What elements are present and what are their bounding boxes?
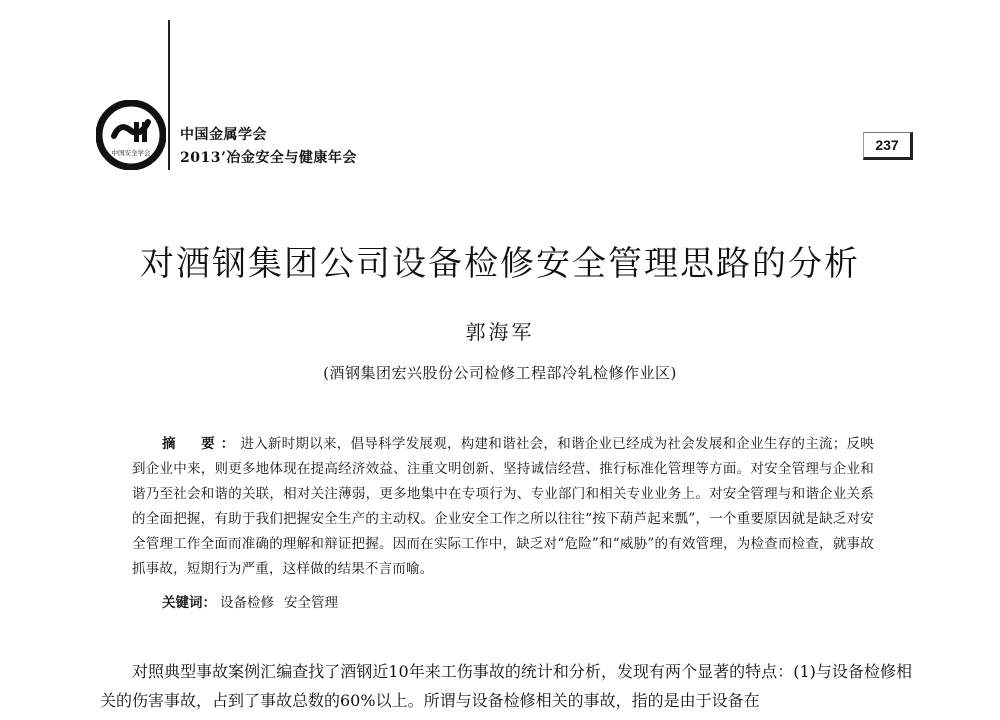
abstract-text: 进入新时期以来，倡导科学发展观，构建和谐社会，和谐企业已经成为社会发展和企业生存的主流；反映到企业中来，则更多地体现在提高经济效益、注重文明创新、坚持诚信经营、推行标准化管理等方面。对安全管理与企业和谐乃至社会和谐的关联，相对关注薄弱，更多地集中在专项行为、专业部门和相关专业业务上。对安全管理与和谐企业关系的全面把握，有助于我们把握安全生产的主动权。企业安全工作之所以往往“按下葫芦起来瓢”，一个重要原因就是缺乏对安全管理工作全面而准确的理解和辩证把握。因而在实际工作中，缺乏对“危险”和“威胁”的有效管理，为检查而检查，就事故抓事故，短期行为严重，这样做的结果不言而喻。: [132, 436, 874, 577]
body-paragraph: [100, 657, 912, 715]
header-conference: 2013’冶金安全与健康年会: [180, 150, 357, 166]
article-author: 郭海军: [465, 320, 535, 344]
page-number-text: 237: [875, 137, 899, 153]
body-paragraph-text: 对照典型事故案例汇编查找了酒钢近10年来工伤事故的统计和分析，发现有两个显著的特点：(1)与设备检修相关的伤害事故，占到了事故总数的60%以上。所谓与设备检修相关的事故，指的是由于设备在: [100, 662, 912, 710]
header-organization: 中国金属学会: [180, 127, 267, 143]
keyword: 设备检修: [220, 595, 274, 611]
abstract-label: 摘 要：: [162, 436, 241, 452]
abstract: [132, 432, 874, 582]
keywords: [162, 591, 344, 611]
keyword: 安全管理: [284, 595, 338, 611]
article-title: 对酒钢集团公司设备检修安全管理思路的分析: [140, 244, 860, 284]
page-number: [863, 132, 913, 160]
header-divider-line: [168, 20, 170, 170]
society-logo-icon: [96, 100, 166, 170]
keywords-label: 关键词：: [162, 595, 216, 611]
logo-text: 中国安全学会: [111, 149, 151, 157]
article-affiliation: (酒钢集团宏兴股份公司检修工程部冷轧检修作业区): [323, 364, 677, 382]
